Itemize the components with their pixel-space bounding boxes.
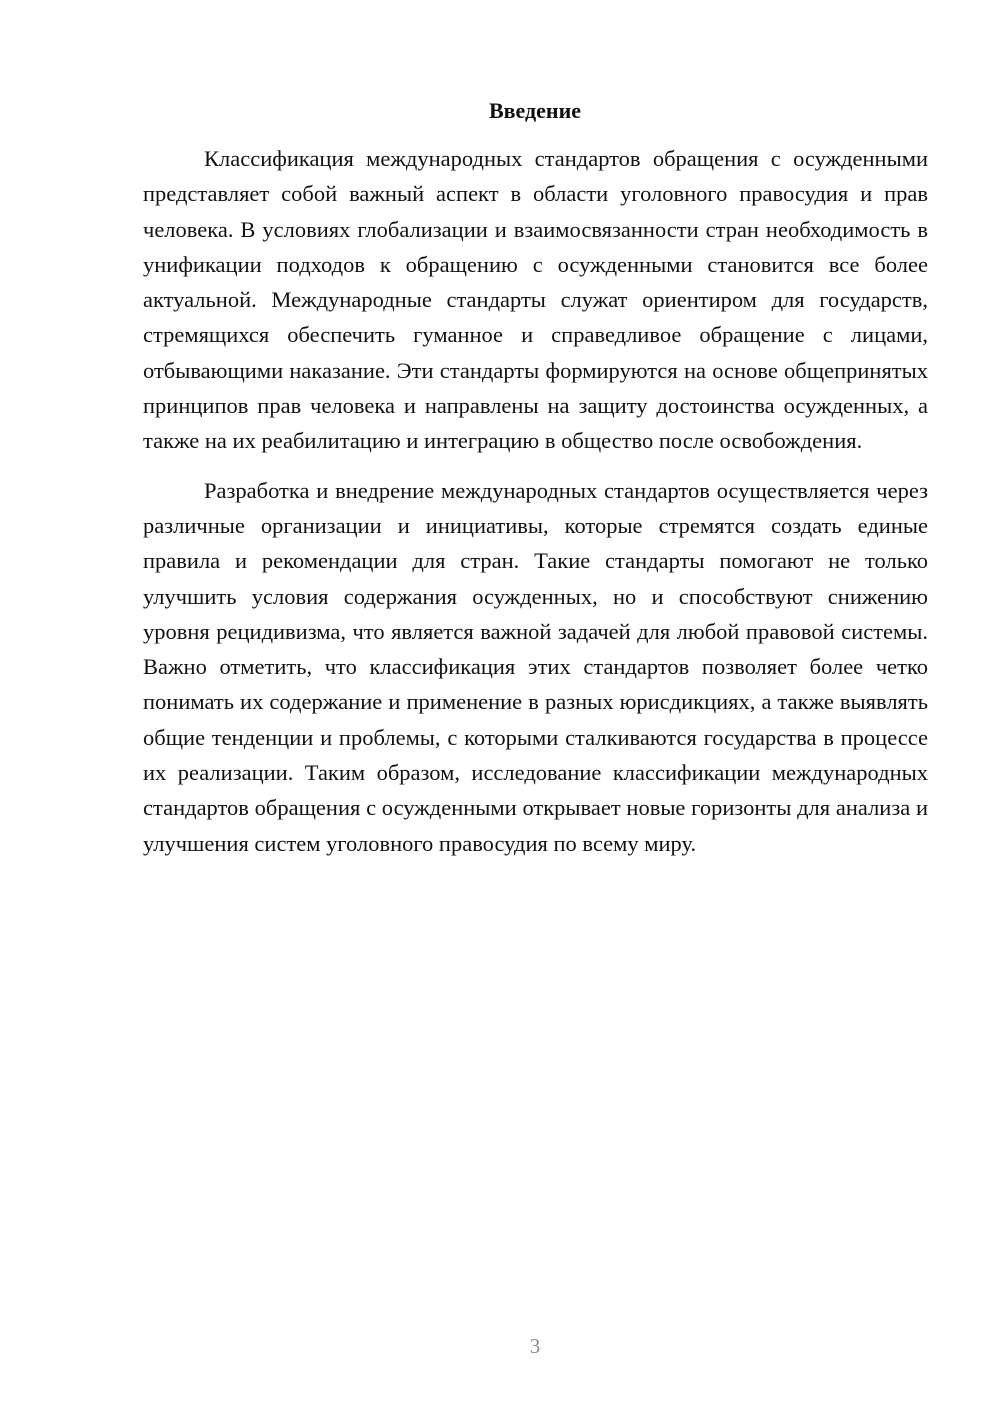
page-number: 3 [529,1334,541,1358]
section-title: Введение [488,98,582,123]
paragraph-2: Разработка и внедрение международных стандартов осуществляется через различные организации и инициативы, которые стремятся создать единые правила и рекомендации для стран. Такие стандарты помогают не только улучшить условия содержания осужденных, но и способствуют снижению уровня рецидивизма, что является важной задачей для любой правовой системы. Важно отметить, что классификация этих стандартов позволяет более четко понимать их содержание и применение в разных юрисдикциях, а также выявлять общие тенденции и проблемы, с которыми сталкиваются государства в процессе их реализации. Таким образом, исследование классификации международных стандартов обращения с осужденными открывает новые горизонты для анализа и улучшения систем уголовного правосудия по всему миру. [143,477,928,856]
document-body [143,141,928,861]
paragraph-1: Классификация международных стандартов обращения с осужденными представляет собой важный аспект в области уголовного правосудия и прав человека. В условиях глобализации и взаимосвязанности стран необходимость в унификации подходов к обращению с осужденными становится все более актуальной. Международные стандарты служат ориентиром для государств, стремящихся обеспечить гуманное и справедливое обращение с лицами, отбывающими наказание. Эти стандарты формируются на основе общепринятых принципов прав человека и направлены на защиту достоинства осужденных, а также на их реабилитацию и интеграцию в общество после освобождения. [143,146,928,454]
